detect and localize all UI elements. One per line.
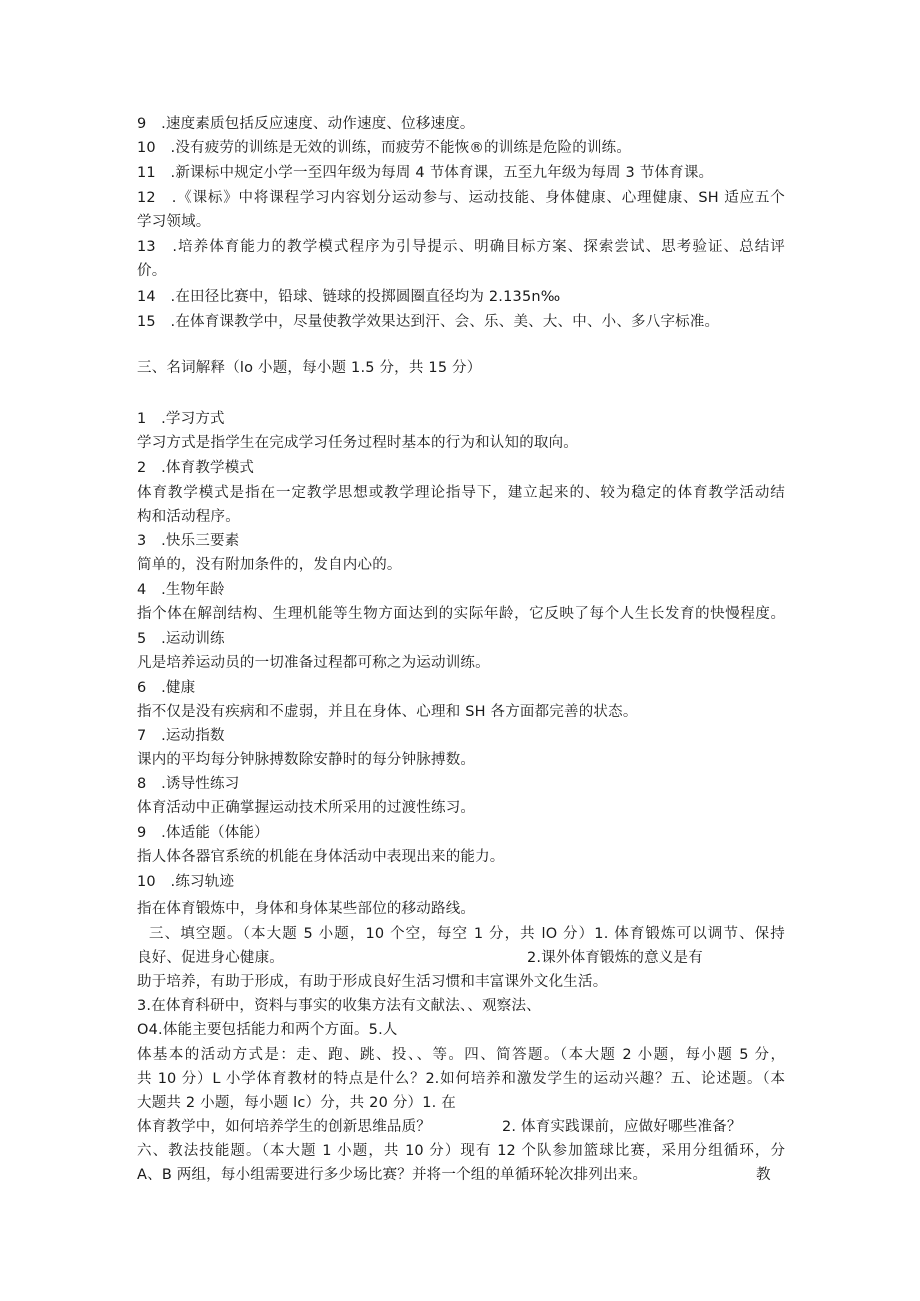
judgement-item-11: 11 .新课标中规定小学一至四年级为每周 4 节体育课，五至九年级为每周 3 节体育课。 xyxy=(137,165,714,181)
term-definition: 体育活动中正确掌握运动技术所采用的过渡性练习。 xyxy=(137,800,476,816)
section-title-term-definitions: 三、名词解释（lo 小题，每小题 1.5 分，共 15 分） xyxy=(137,360,482,376)
judgement-item-12: 12 .《课标》中将课程学习内容划分运动参与、运动技能、身体健康、心理健康、SH 适应五个 xyxy=(137,190,785,206)
judgement-item-15: 15 .在体育课教学中，尽量使教学效果达到汗、会、乐、美、大、中、小、多八字标准。 xyxy=(137,314,720,330)
term-definition-cont: 构和活动程序。 xyxy=(137,509,240,525)
term-definition: 课内的平均每分钟脉搏数除安静时的每分钟脉搏数。 xyxy=(137,752,476,768)
essay-line: 大题共 2 小题，每小题 lc）分，共 20 分）1. 在 xyxy=(137,1095,456,1111)
teaching-skill-line: 六、教法技能题。（本大题 1 小题，共 10 分）现有 12 个队参加篮球比赛，采用分组循环，分 xyxy=(137,1143,785,1159)
judgement-item-13-cont: 价。 xyxy=(137,263,167,279)
fill-in-line: 3.在体育科研中，资料与事实的收集方法有文献法、、观察法、 xyxy=(137,998,541,1014)
judgement-item-9: 9 .速度素质包括反应速度、动作速度、位移速度。 xyxy=(137,116,475,132)
judgement-item-12-cont: 学习领域。 xyxy=(137,214,211,230)
term-definition: 指人体各器官系统的机能在身体活动中表现出来的能力。 xyxy=(137,849,505,865)
term-definition: 凡是培养运动员的一切准备过程都可称之为运动训练。 xyxy=(137,655,490,671)
judgement-item-10: 10 .没有疲劳的训练是无效的训练，而疲劳不能恢®的训练是危险的训练。 xyxy=(137,140,632,156)
teaching-skill-line: A、B 两组，每小组需要进行多少场比赛？并将一个组的单循环轮次排列出来。 xyxy=(137,1167,648,1183)
short-answer-line: 共 10 分）L 小学体育教材的特点是什么？2.如何培养和激发学生的运动兴趣？五、论述题。（本 xyxy=(137,1071,785,1087)
term-title: 5 .运动训练 xyxy=(137,631,225,647)
fill-in-line: O4.体能主要包括能力和两个方面。5.人 xyxy=(137,1022,398,1038)
teaching-skill-line: 教 xyxy=(756,1167,771,1183)
term-title: 1 .学习方式 xyxy=(137,411,225,427)
judgement-item-13: 13 .培养体育能力的教学模式程序为引导提示、明确目标方案、探索尝试、思考验证、总结评 xyxy=(137,239,785,255)
term-title: 9 .体适能（体能） xyxy=(137,825,269,841)
term-title: 2 .体育教学模式 xyxy=(137,460,255,476)
essay-line: 体育教学中，如何培养学生的创新思维品质？ xyxy=(137,1119,431,1135)
fill-in-line: 2.课外体育锻炼的意义是有 xyxy=(527,950,703,966)
term-title: 10 .练习轨迹 xyxy=(137,874,235,890)
judgement-item-14: 14 .在田径比赛中，铅球、链球的投掷圆圈直径均为 2.135n‰ xyxy=(137,289,561,305)
term-definition: 指在体育锻炼中，身体和身体某些部位的移动路线。 xyxy=(137,901,476,917)
essay-line: 2. 体育实践课前，应做好哪些准备？ xyxy=(502,1119,742,1135)
term-definition: 学习方式是指学生在完成学习任务过程时基本的行为和认知的取向。 xyxy=(137,435,578,451)
short-answer-line: 体基本的活动方式是：走、跑、跳、投、、等。四、简答题。（本大题 2 小题，每小题 5 分， xyxy=(137,1047,785,1063)
term-definition: 指不仅是没有疾病和不虚弱，并且在身体、心理和 SH 各方面都完善的状态。 xyxy=(137,704,638,720)
fill-in-line: 助于培养，有助于形成，有助于形成良好生活习惯和丰富课外文化生活。 xyxy=(137,974,608,990)
term-title: 3 .快乐三要素 xyxy=(137,533,240,549)
fill-in-section-line: 三、填空题。（本大题 5 小题，10 个空，每空 1 分，共 lO 分）1. 体育锻炼可以调节、保持 xyxy=(149,926,785,942)
term-title: 6 .健康 xyxy=(137,680,196,696)
term-title: 8 .诱导性练习 xyxy=(137,776,240,792)
fill-in-line: 良好、促进身心健康。 xyxy=(137,950,284,966)
term-definition: 简单的，没有附加条件的，发自内心的。 xyxy=(137,557,402,573)
term-definition: 体育教学模式是指在一定教学思想或教学理论指导下，建立起来的、较为稳定的体育教学活动结 xyxy=(137,485,785,501)
term-definition: 指个体在解剖结构、生理机能等生物方面达到的实际年龄，它反映了每个人生长发育的快慢程度。 xyxy=(137,606,785,622)
term-title: 7 .运动指数 xyxy=(137,728,225,744)
term-title: 4 .生物年龄 xyxy=(137,582,225,598)
